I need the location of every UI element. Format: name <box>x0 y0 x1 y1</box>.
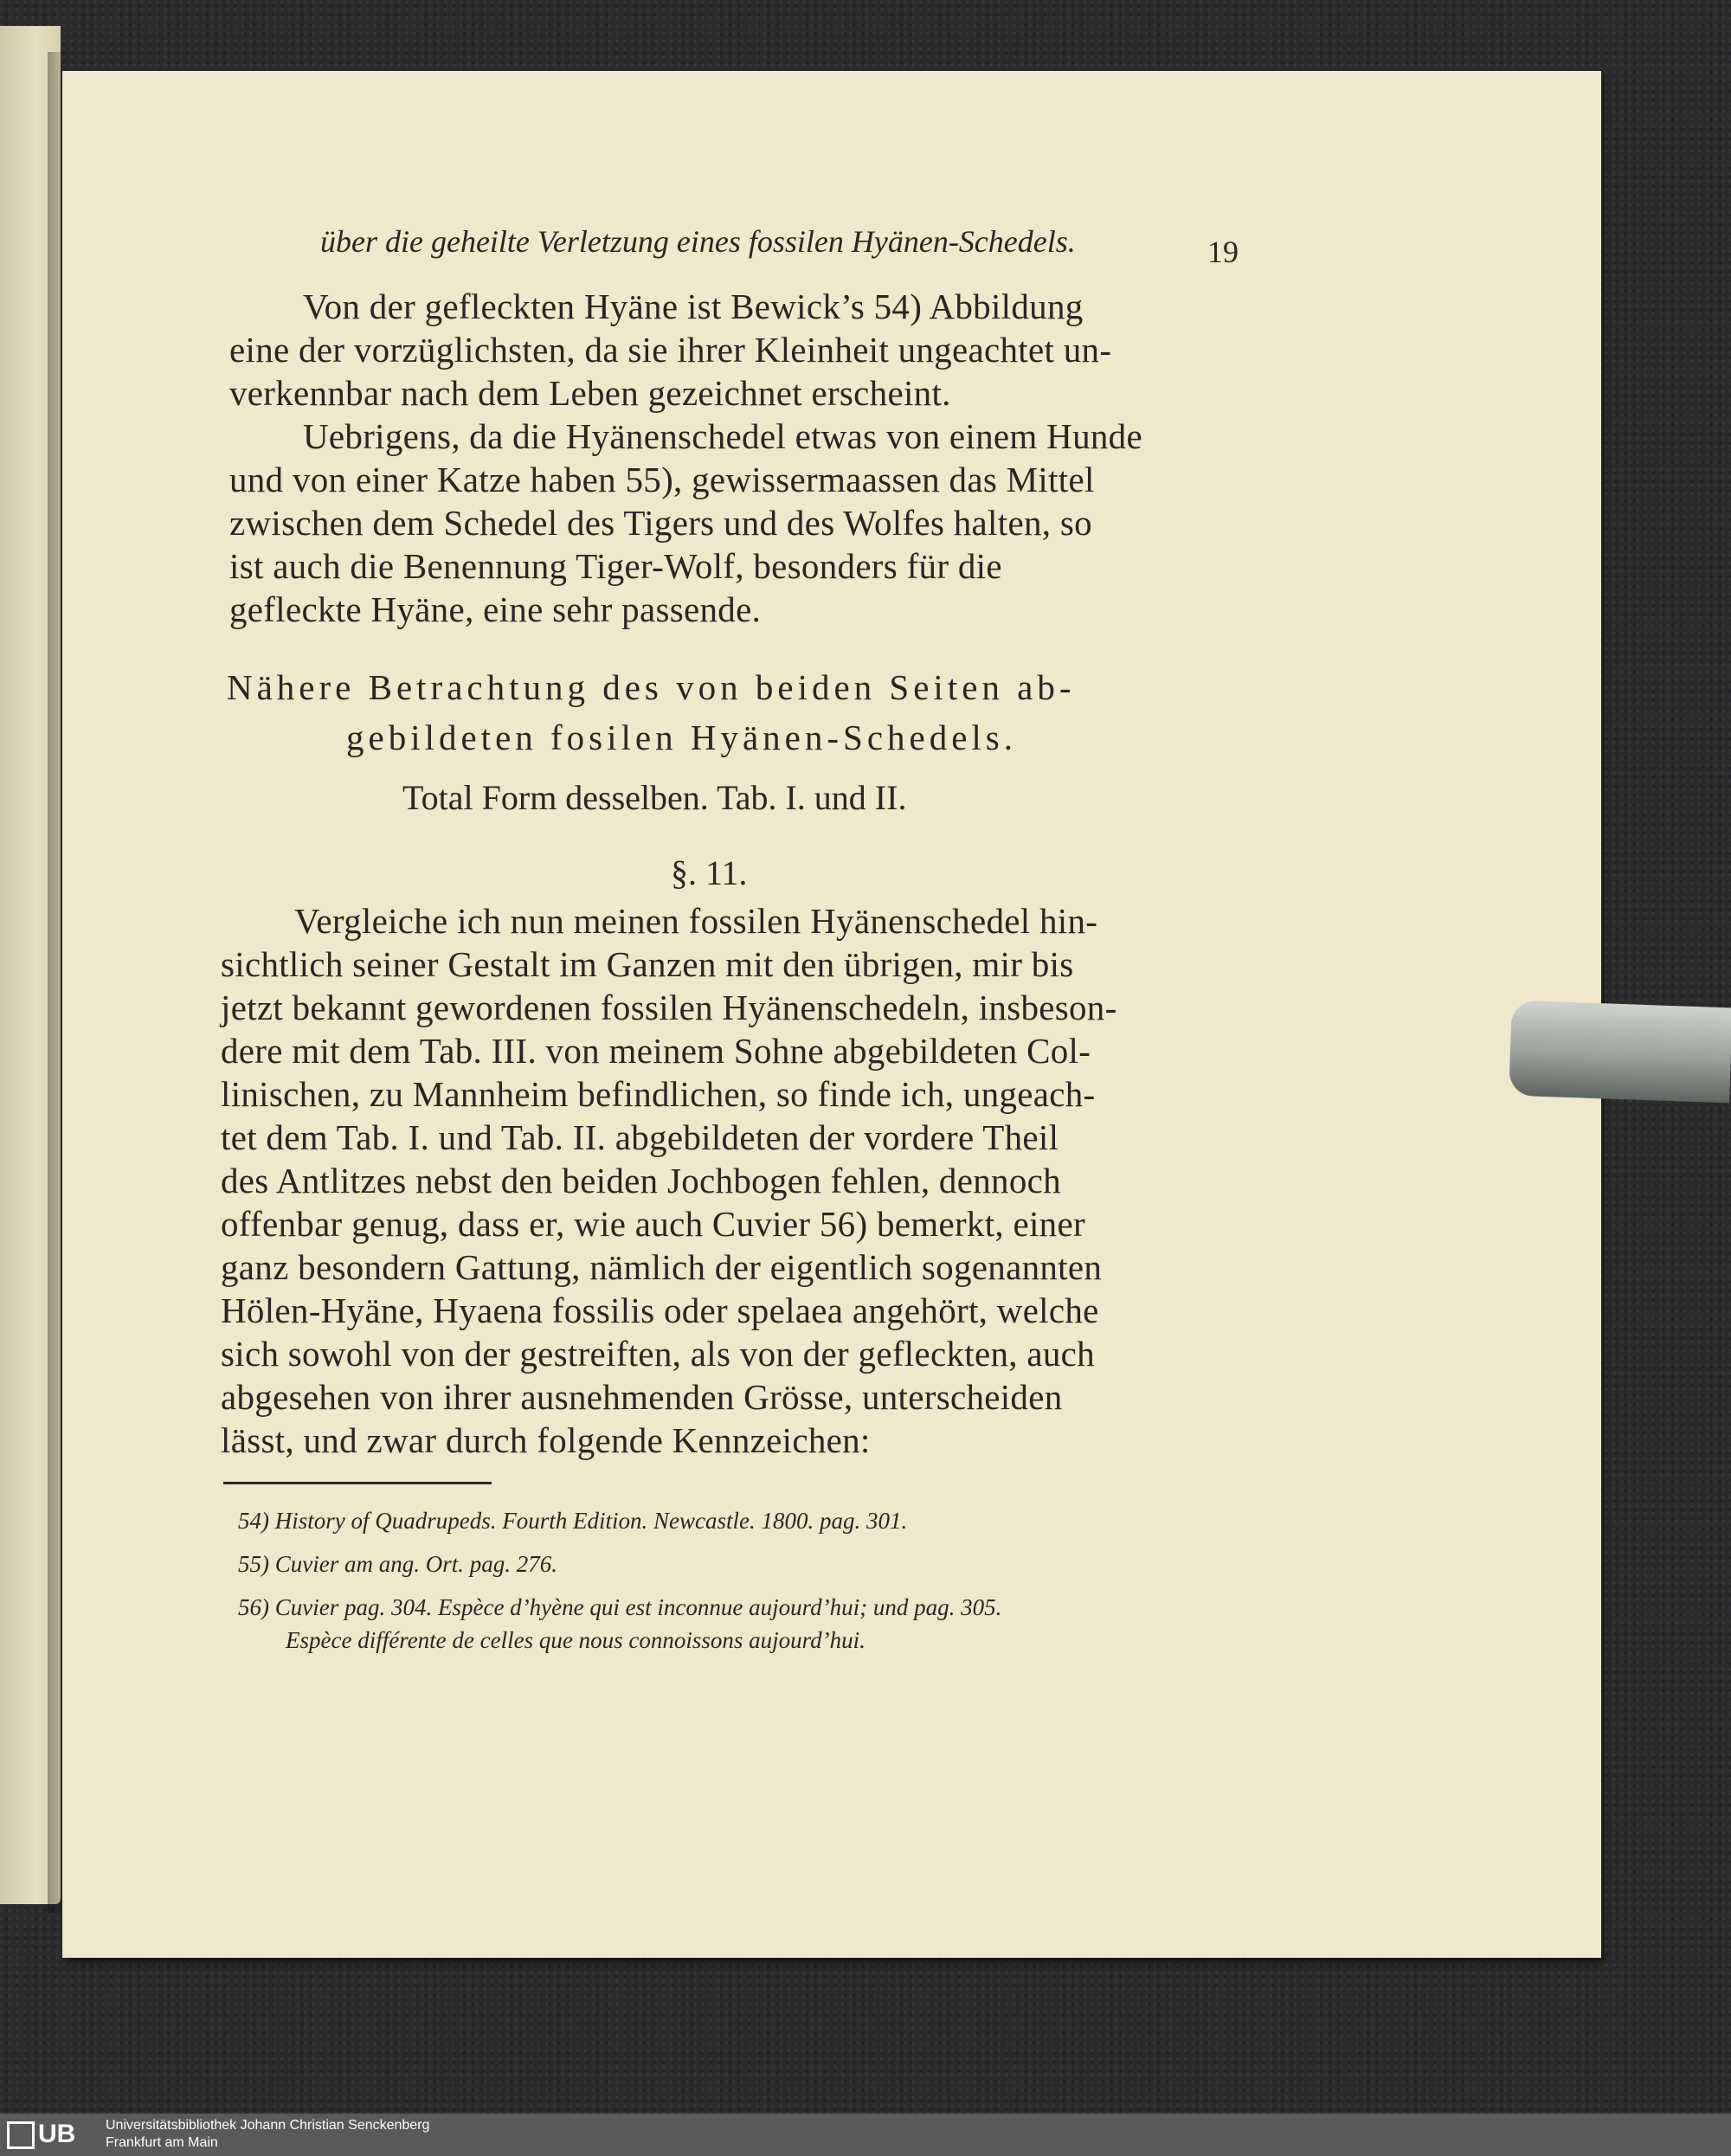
paragraph-line: ist auch die Benennung Tiger-Wolf, besonders für die <box>229 546 1002 586</box>
running-head: über die geheilte Verletzung eines fossilen Hyänen-Schedels. <box>320 224 1076 259</box>
paragraph-line: Vergleiche ich nun meinen fossilen Hyänenschedel hin- <box>294 901 1098 941</box>
section-heading: gebildeten fosilen Hyänen-Schedels. <box>346 718 1018 757</box>
paragraph-line: Hölen-Hyäne, Hyaena fossilis oder spelaea angehört, welche <box>221 1290 1099 1330</box>
paragraph-line: verkennbar nach dem Leben gezeichnet erscheint. <box>229 373 951 413</box>
footnote: 55) Cuvier am ang. Ort. pag. 276. <box>238 1551 557 1577</box>
footer-library-city: Frankfurt am Main <box>106 2135 218 2150</box>
bookmark-strip <box>1509 1001 1731 1104</box>
footnote: Espèce différente de celles que nous connoissons aujourd’hui. <box>286 1627 866 1653</box>
footnote-rule <box>223 1482 492 1484</box>
logo-square-icon <box>7 2121 35 2149</box>
paragraph-line: jetzt bekannt gewordenen fossilen Hyänenschedeln, insbeson- <box>221 988 1117 1027</box>
paragraph-line: tet dem Tab. I. und Tab. II. abgebildeten der vordere Theil <box>221 1117 1059 1157</box>
paragraph-line: dere mit dem Tab. III. von meinem Sohne abgebildeten Col- <box>221 1031 1091 1071</box>
paragraph-line: gefleckte Hyäne, eine sehr passende. <box>229 589 762 629</box>
paragraph-line: linischen, zu Mannheim befindlichen, so finde ich, ungeach- <box>221 1074 1096 1114</box>
paragraph-line: lässt, und zwar durch folgende Kennzeichen: <box>221 1420 871 1460</box>
paragraph-line: abgesehen von ihrer ausnehmenden Grösse, unterscheiden <box>221 1377 1063 1417</box>
footnote: 56) Cuvier pag. 304. Espèce d’hyène qui est inconnue aujourd’hui; und pag. 305. <box>238 1594 1002 1620</box>
library-logo <box>7 2117 93 2152</box>
paragraph-line: und von einer Katze haben 55), gewissermaassen das Mittel <box>229 460 1095 499</box>
paragraph-line: des Antlitzes nebst den beiden Jochbogen fehlen, dennoch <box>221 1161 1061 1200</box>
paragraph-line: sichtlich seiner Gestalt im Ganzen mit den übrigen, mir bis <box>221 944 1074 984</box>
paragraph-line: eine der vorzüglichsten, da sie ihrer Kleinheit ungeachtet un- <box>229 330 1112 370</box>
page-number: 19 <box>1207 235 1239 269</box>
section-heading: Nähere Betrachtung des von beiden Seiten ab- <box>227 667 1076 707</box>
paragraph-line: sich sowohl von der gestreiften, als von der gefleckten, auch <box>221 1334 1095 1374</box>
section-number: §. 11. <box>671 853 748 892</box>
paragraph-line: Von der gefleckten Hyäne ist Bewick’s 54) Abbildung <box>303 286 1084 326</box>
footer-library-name: Universitätsbibliothek Johann Christian Senckenberg <box>106 2118 430 2133</box>
logo-text: UB <box>38 2120 76 2148</box>
paragraph-line: Uebrigens, da die Hyänenschedel etwas von einem Hunde <box>303 416 1142 456</box>
paragraph-line: zwischen dem Schedel des Tigers und des Wolfes halten, so <box>229 503 1092 543</box>
paragraph-line: ganz besondern Gattung, nämlich der eigentlich sogenannten <box>221 1247 1103 1287</box>
paragraph-line: offenbar genug, dass er, wie auch Cuvier 56) bemerkt, einer <box>221 1204 1085 1244</box>
footnote: 54) History of Quadrupeds. Fourth Edition. Newcastle. 1800. pag. 301. <box>238 1508 908 1534</box>
sub-heading: Total Form desselben. Tab. I. und II. <box>402 778 907 817</box>
